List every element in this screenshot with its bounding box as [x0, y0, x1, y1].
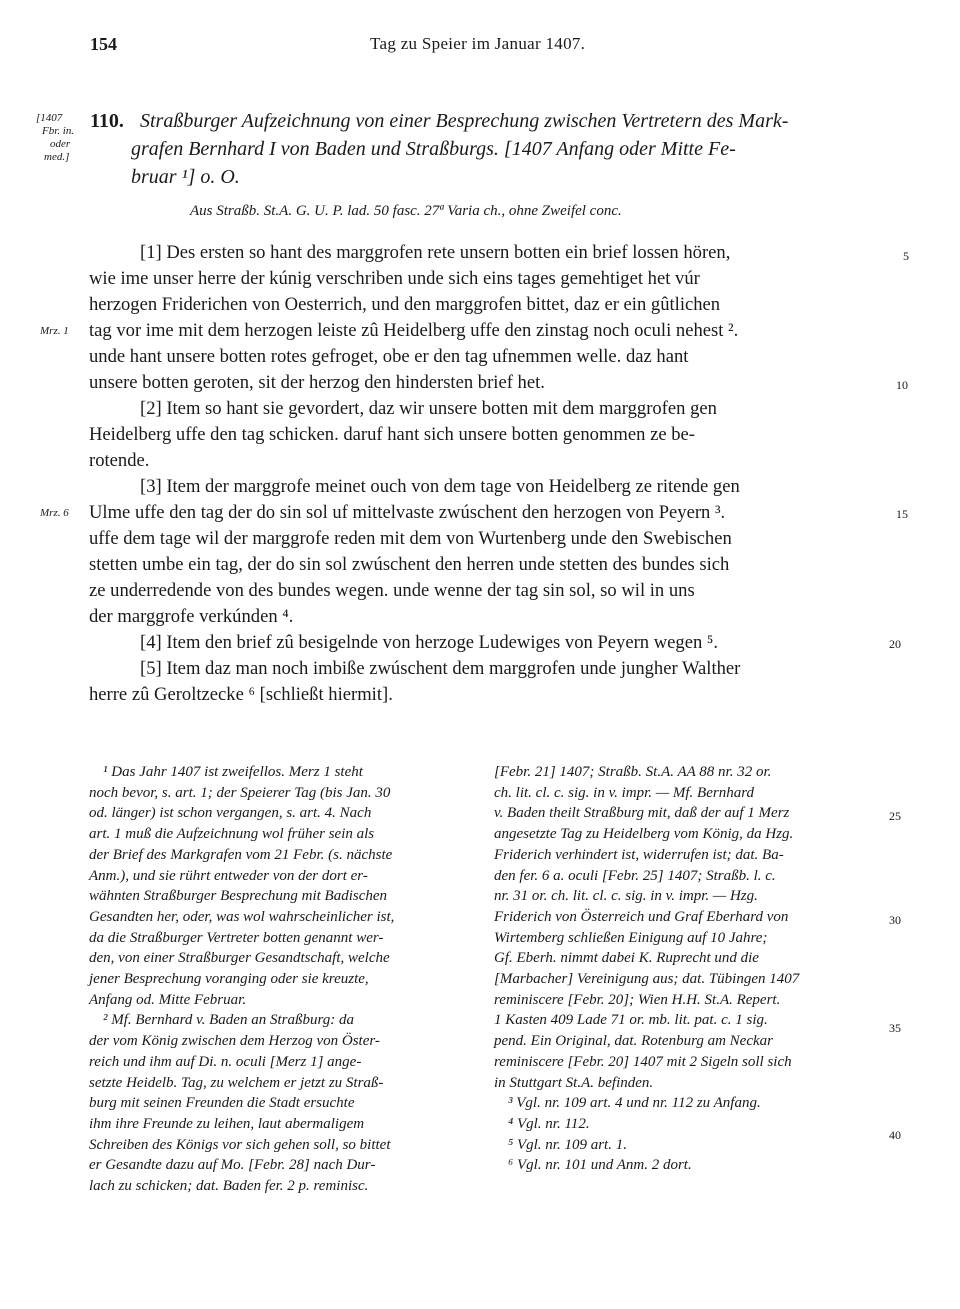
footnote-line: der Brief des Markgrafen vom 21 Febr. (s. nächste — [89, 846, 393, 863]
body-line: Ulme uffe den tag der do sin sol uf mittelvaste zwúschent den herzogen von Peyern ³. — [89, 502, 726, 523]
line-number: 15 — [896, 507, 908, 521]
footnote-line: jener Besprechung voranging oder sie kreuzte, — [89, 971, 369, 988]
body-line: der marggrofe verkúnden ⁴. — [89, 606, 294, 627]
footnote-line: ³ Vgl. nr. 109 art. 4 und nr. 112 zu Anfang. — [508, 1095, 761, 1112]
margin-date-line: med.] — [44, 151, 70, 163]
footnote-line: reminiscere [Febr. 20]; Wien H.H. St.A. Repert. — [494, 991, 781, 1008]
footnote-line: ihm ihre Freunde zu leihen, laut abermaligem — [89, 1115, 365, 1132]
footnote-line: der vom König zwischen dem Herzog von Öster- — [89, 1033, 380, 1050]
footnote-line: Gesandten her, oder, was wol wahrscheinlicher ist, — [89, 908, 395, 925]
footnote-line: den, von einer Straßburger Gesandtschaft, welche — [89, 950, 390, 967]
footnote-line: ch. lit. cl. c. sig. in v. impr. — Mf. Bernhard — [494, 784, 754, 801]
body-line: herzogen Friderichen von Oesterrich, und den marggrofen bittet, daz er ein gûtlichen — [89, 294, 721, 315]
footnote-line: ⁶ Vgl. nr. 101 und Anm. 2 dort. — [508, 1157, 692, 1174]
body-line: wie ime unser herre der kúnig verschriben unde sich eins tages gemehtiget het vúr — [89, 268, 700, 289]
line-number: 10 — [896, 378, 908, 392]
body-line: [4] Item den brief zû besigelnde von herzoge Ludewiges von Peyern wegen ⁵. — [140, 632, 719, 653]
line-number: 20 — [889, 637, 901, 651]
footnote-line: noch bevor, s. art. 1; der Speierer Tag (bis Jan. 30 — [89, 784, 391, 801]
footnote-line: 1 Kasten 409 Lade 71 or. mb. lit. pat. c. 1 sig. — [494, 1012, 768, 1029]
body-line: unsere botten geroten, sit der herzog den hindersten brief het. — [89, 372, 545, 393]
body-line: [3] Item der marggrofe meinet ouch von dem tage von Heidelberg ze ritende gen — [140, 476, 740, 497]
footnotes-right-column — [494, 762, 799, 1176]
footnote-line: wähnten Straßburger Besprechung mit Badischen — [89, 888, 388, 905]
body-line: stetten umbe ein tag, der do sin sol zwúschent den herren unde stetten des bundes sich — [89, 554, 730, 575]
body-line: tag vor ime mit dem herzogen leiste zû Heidelberg uffe den zinstag noch oculi nehest ². — [89, 320, 739, 341]
footnote-line: ² Mf. Bernhard v. Baden an Straßburg: da — [103, 1012, 354, 1029]
footnote-line: art. 1 muß die Aufzeichnung wol früher sein als — [89, 826, 375, 843]
body-line: ze underredende von des bundes wegen. unde wenne der tag sin sol, so wil in uns — [89, 580, 695, 601]
page-number: 154 — [90, 34, 117, 54]
margin-date-note — [36, 112, 74, 164]
line-number: 25 — [889, 809, 901, 823]
document-title-line: bruar ¹] o. O. — [131, 166, 240, 188]
body-line: [5] Item daz man noch imbiße zwúschent dem marggrofen unde jungher Walther — [140, 658, 741, 679]
footnote-line: ⁵ Vgl. nr. 109 art. 1. — [508, 1136, 627, 1153]
body-line: unde hant unsere botten rotes gefroget, obe er den tag ufnemmen welle. daz hant — [89, 346, 689, 367]
margin-date-ref: Mrz. 6 — [40, 507, 69, 519]
footnote-line: ⁴ Vgl. nr. 112. — [508, 1115, 590, 1132]
footnote-line: v. Baden theilt Straßburg mit, daß der auf 1 Merz — [494, 805, 790, 822]
body-line: rotende. — [89, 450, 150, 471]
body-line: [1] Des ersten so hant des marggrofen rete unsern botten ein brief lossen hören, — [140, 242, 731, 263]
footnote-line: Anm.), und sie rührt entweder von der dort er- — [89, 867, 368, 884]
body-line: Heidelberg uffe den tag schicken. daruf hant sich unsere botten genommen ze be- — [89, 424, 695, 445]
source-citation: Aus Straßb. St.A. G. U. P. lad. 50 fasc. 27ª Varia ch., ohne Zweifel conc. — [190, 203, 622, 219]
footnote-line: od. länger) ist schon vergangen, s. art. 4. Nach — [89, 805, 372, 822]
margin-date-line: oder — [50, 138, 71, 150]
footnote-line: Wirtemberg schließen Einigung auf 10 Jahre; — [494, 929, 768, 946]
footnote-line: nr. 31 or. ch. lit. cl. c. sig. in v. impr. — Hzg. — [494, 888, 758, 905]
footnote-line: angesetzte Tag zu Heidelberg vom König, da Hzg. — [494, 826, 794, 843]
footnote-line: er Gesandte dazu auf Mo. [Febr. 28] nach Dur- — [89, 1157, 376, 1174]
footnote-line: lach zu schicken; dat. Baden fer. 2 p. reminisc. — [89, 1178, 369, 1195]
footnote-line: Schreiben des Königs vor sich gehen soll, so bittet — [89, 1136, 391, 1153]
footnote-line: in Stuttgart St.A. befinden. — [494, 1074, 654, 1091]
body-line: [2] Item so hant sie gevordert, daz wir unsere botten mit dem marggrofen gen — [140, 398, 717, 419]
document-title-line: Straßburger Aufzeichnung von einer Besprechung zwischen Vertretern des Mark- — [140, 110, 789, 132]
footnote-line: Anfang od. Mitte Februar. — [89, 991, 247, 1008]
footnote-line: burg mit seinen Freunden die Stadt ersuchte — [89, 1095, 355, 1112]
footnote-line: Friderich von Österreich und Graf Eberhard von — [494, 908, 789, 925]
line-number: 30 — [889, 913, 901, 927]
footnote-line: [Marbacher] Vereinigung aus; dat. Tübingen 1407 — [494, 971, 800, 988]
footnote-line: setzte Heidelb. Tag, zu welchem er jetzt zu Straß- — [89, 1074, 384, 1091]
footnote-line: den fer. 6 a. oculi [Febr. 25] 1407; Straßb. l. c. — [494, 867, 776, 884]
footnote-line: pend. Ein Original, dat. Rotenburg am Neckar — [494, 1033, 773, 1050]
document-title-line: grafen Bernhard I von Baden und Straßburgs. [1407 Anfang oder Mitte Fe- — [131, 138, 736, 160]
footnote-line: da die Straßburger Vertreter botten genannt wer- — [89, 929, 384, 946]
margin-date-line: [1407 — [36, 112, 63, 124]
running-title: Tag zu Speier im Januar 1407. — [370, 34, 586, 53]
footnote-line: [Febr. 21] 1407; Straßb. St.A. AA 88 nr. 32 or. — [494, 764, 772, 780]
document-number: 110. — [90, 110, 124, 132]
body-line: herre zû Geroltzecke ⁶ [schließt hiermit]. — [89, 684, 393, 705]
line-number: 35 — [889, 1021, 901, 1035]
footnote-line: reich und ihm auf Di. n. oculi [Merz 1] ange- — [89, 1053, 362, 1070]
line-number: 40 — [889, 1128, 901, 1142]
footnotes-left-column — [89, 762, 394, 1197]
margin-date-line: Fbr. in. — [42, 125, 75, 137]
footnote-line: Friderich verhindert ist, widerrufen ist; dat. Ba- — [494, 846, 784, 863]
line-number: 5 — [903, 249, 909, 263]
footnote-line: Gf. Eberh. nimmt dabei K. Ruprecht und die — [494, 950, 759, 967]
body-line: uffe dem tage wil der marggrofe reden mit dem von Wurtenberg unde den Swebischen — [89, 528, 732, 549]
footnote-line: reminiscere [Febr. 20] 1407 mit 2 Sigeln soll sich — [494, 1053, 792, 1070]
footnote-line: ¹ Das Jahr 1407 ist zweifellos. Merz 1 steht — [103, 764, 363, 780]
margin-date-ref: Mrz. 1 — [40, 325, 69, 337]
